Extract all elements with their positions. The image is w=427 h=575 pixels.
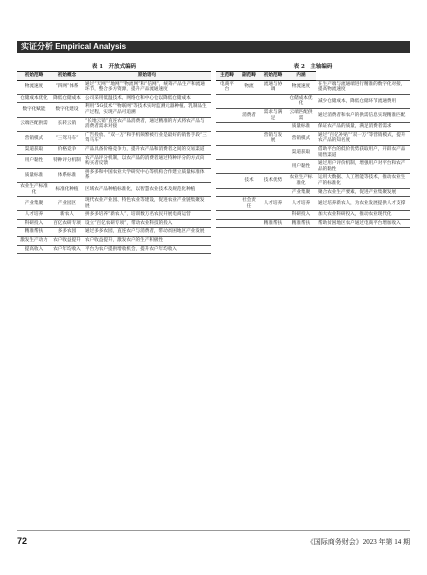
table-cell: 通过培养新农人，为农业发展提供人才支撑: [316, 197, 410, 211]
table-cell: 平台为农户提供增收机会，提升农户年均收入: [83, 245, 211, 254]
table-cell: 质量标准: [17, 168, 51, 182]
table-row: [17, 168, 211, 182]
table-row: [17, 237, 211, 246]
column-header: 原始语句: [83, 72, 211, 81]
table-cell: 利用“5G技术”“物联网”等技术实时监测元器种植、乳制品生产过程，实现产品可追溯: [83, 103, 211, 117]
table-cell: [260, 188, 286, 197]
table-cell: 在生产端与流通端进行精准的数字化对接，提高物流速度: [316, 80, 410, 94]
table-cell: [216, 219, 238, 228]
axial-coding-table: [216, 71, 410, 228]
table-cell: 通过多多农园，直连农户与消费者，带动贫困地区产业发展: [83, 228, 211, 237]
table-cell: 拼多多培养“新农人”，培训数万名农民开展电商运营: [83, 211, 211, 220]
column-header: 初始范畴: [17, 72, 51, 81]
table-cell: 数字化建设: [51, 103, 83, 117]
table-cell: 营销模式: [286, 131, 316, 145]
table-cell: 物流速度: [17, 80, 51, 94]
table-cell: 营销与发展: [260, 131, 286, 145]
table-cell: 物流速度: [286, 80, 316, 94]
table-row: [17, 103, 211, 117]
table-cell: 降低仓储成本: [51, 94, 83, 103]
table-cell: 仓储成本优化: [286, 94, 316, 108]
table-cell: [260, 94, 286, 108]
table-row: [17, 228, 211, 237]
table-cell: 社会责任: [238, 197, 260, 211]
table-row: [216, 145, 410, 159]
table-cell: [238, 131, 260, 145]
table-cell: 长转云销: [51, 117, 83, 131]
table-row: [216, 123, 410, 132]
table-cell: [216, 94, 238, 108]
table-cell: 营销模式: [17, 131, 51, 145]
table-cell: [238, 123, 260, 132]
table-cell: 仓储成本优化: [17, 94, 51, 103]
table-cell: [238, 145, 260, 159]
table-row: [216, 94, 410, 108]
table-cell: 产品具备价格竞争力，提升农产品和消费者之间的交易渠道: [83, 145, 211, 154]
column-header: 副范畴: [238, 72, 260, 81]
table-cell: 电商平台: [216, 80, 238, 94]
table-cell: 技术: [238, 174, 260, 188]
table-row: [17, 145, 211, 154]
table-cell: 设立“百亿农研专项”，带动农业科技的投入: [83, 219, 211, 228]
footer-rule: [17, 530, 410, 531]
table-cell: 用户黏性: [17, 154, 51, 168]
table-cell: [216, 160, 238, 174]
table-cell: 流通与协调: [260, 80, 286, 94]
table-row: [17, 80, 211, 94]
table-cell: 通过用户评价机制，增强用户对平台和农产品的黏性: [316, 160, 410, 174]
column-header: 初始范畴: [260, 72, 286, 81]
table-cell: [216, 211, 238, 220]
table-row: [216, 80, 410, 94]
table-cell: 减少仓储成本，降低仓储环节流通费用: [316, 94, 410, 108]
table-row: [17, 211, 211, 220]
table-cell: 帮助贫困地区农户通过电商平台增加收入: [316, 219, 410, 228]
table-cell: 拼多多和中国农业大学研究中心等机构合作建立质量标准体系: [83, 168, 211, 182]
table-cell: 新农人: [51, 211, 83, 220]
table-cell: 云端匹配供需: [17, 117, 51, 131]
table-cell: “长地云销”直连农产品消费者，通过精准的方式将农产品与消费者需求对接: [83, 117, 211, 131]
table-cell: [260, 160, 286, 174]
table-row: [216, 174, 410, 188]
table-cell: 质量标准: [286, 123, 316, 132]
table-cell: 农业生产标准化: [286, 174, 316, 188]
table-cell: 农产品评分机制，以农产品的消费者通过特种评分的方式向购买者反馈: [83, 154, 211, 168]
table-cell: 精准帮扶: [260, 219, 286, 228]
table-row: [17, 117, 211, 131]
table-row: [216, 108, 410, 122]
table-cell: 产业园区: [51, 197, 83, 211]
table-cell: 运用大数据、人工智能等技术，推动农业生产的标准化: [316, 174, 410, 188]
table-cell: 广告投放、“双一万”和手机频繁被行业是最好的销售手段“三驾马车”: [83, 131, 211, 145]
table-cell: 精准帮扶: [286, 219, 316, 228]
table-cell: 百亿农研专项: [51, 219, 83, 228]
table-cell: [238, 188, 260, 197]
table-cell: 现代农业产业园、特色农业等建设，促进农业产业链集聚发展: [83, 197, 211, 211]
table-cell: 通过消费者和农户的供需信息实现精准匹配: [316, 108, 410, 122]
table-cell: 产业集聚: [17, 197, 51, 211]
table-row: [17, 219, 211, 228]
table-cell: 区域农产品种植标准化，以智慧农业技术及规范化种植: [83, 182, 211, 196]
table2-caption: 表 2 主轴编码: [293, 64, 333, 70]
table-cell: 公司采用低温技术、网络仓和中心仓以降低仓储成本: [83, 94, 211, 103]
table-row: [17, 245, 211, 254]
table1-caption: 表 1 开放式编码: [91, 64, 137, 70]
table-cell: [238, 219, 260, 228]
table-row: [216, 188, 410, 197]
table-row: [17, 154, 211, 168]
table-row: [17, 182, 211, 196]
table-cell: 提高收入: [17, 245, 51, 254]
table-cell: 价格竞争: [51, 145, 83, 154]
table-cell: 产业集聚: [286, 188, 316, 197]
table-cell: 通过“百亿补贴”“双一万”等营销模式，提升农产品的知名度: [316, 131, 410, 145]
table-cell: 渠道获取: [17, 145, 51, 154]
table-cell: 农业生产标准化: [17, 182, 51, 196]
table-cell: 人才培养: [286, 197, 316, 211]
table-cell: 激发生产动力: [17, 237, 51, 246]
table-cell: “三驾马车”: [51, 131, 83, 145]
journal-name: 《国际商务财会》2023 年第 14 期: [306, 538, 410, 546]
table-cell: 农户收益提升，激发农户的生产积极性: [83, 237, 211, 246]
table-cell: [216, 197, 238, 211]
column-header: 内涵: [286, 72, 316, 81]
table-cell: [238, 94, 260, 108]
table-cell: 渠道获取: [286, 145, 316, 159]
table-row: [216, 211, 410, 220]
table-cell: [238, 160, 260, 174]
table-cell: 科研投入: [17, 219, 51, 228]
table-cell: [216, 174, 238, 188]
table-cell: 技术优势: [260, 174, 286, 188]
table-cell: 农户收益提升: [51, 237, 83, 246]
table-cell: 需求与满足: [260, 108, 286, 122]
table-cell: 科研投入: [286, 211, 316, 220]
table-cell: [216, 108, 238, 122]
table-cell: 多多农园: [51, 228, 83, 237]
table-cell: 云端匹配供需: [286, 108, 316, 122]
table-cell: 保证农产品的质量，满足消费者需求: [316, 123, 410, 132]
table-cell: 人才培养: [17, 211, 51, 220]
section-header: 实证分析 Empirical Analysis: [17, 41, 410, 53]
table-row: [216, 197, 410, 211]
table-cell: [260, 145, 286, 159]
table-cell: 标准化种植: [51, 182, 83, 196]
table-row: [216, 219, 410, 228]
table-cell: 农户年均收入: [51, 245, 83, 254]
table-cell: [238, 211, 260, 220]
table-cell: [216, 145, 238, 159]
table-cell: 数字化赋能: [17, 103, 51, 117]
table-cell: 借助平台的低价优势获取用户，开辟农产品销售渠道: [316, 145, 410, 159]
table-cell: 物流: [238, 80, 260, 94]
column-header: 主范畴: [216, 72, 238, 81]
table-cell: 消费者: [238, 108, 260, 122]
table-cell: 特种评分机制: [51, 154, 83, 168]
table-cell: 聚合农业生产要素，促进产业集聚发展: [316, 188, 410, 197]
table-cell: 精准帮扶: [17, 228, 51, 237]
open-coding-table: [17, 71, 211, 254]
table-row: [17, 197, 211, 211]
table-cell: [260, 211, 286, 220]
table-cell: “四网”体系: [51, 80, 83, 94]
table-cell: 通过“天网”“地网”“物流网”和“信网”，统筹产品生产和流通环节，整合多方资源，提升产品流通速度: [83, 80, 211, 94]
table-cell: [260, 123, 286, 132]
table-row: [17, 94, 211, 103]
table-cell: 人才培养: [260, 197, 286, 211]
column-header: 初始概念: [51, 72, 83, 81]
table-cell: 加大农业科研投入，推动农业现代化: [316, 211, 410, 220]
table-cell: [216, 131, 238, 145]
table-cell: [216, 123, 238, 132]
page-top-margin: [0, 0, 427, 42]
page-number: 72: [17, 536, 28, 546]
table-cell: 用户黏性: [286, 160, 316, 174]
table-row: [216, 160, 410, 174]
table-cell: 体系标准: [51, 168, 83, 182]
table-cell: [216, 188, 238, 197]
table-row: [17, 131, 211, 145]
table-row: [216, 131, 410, 145]
